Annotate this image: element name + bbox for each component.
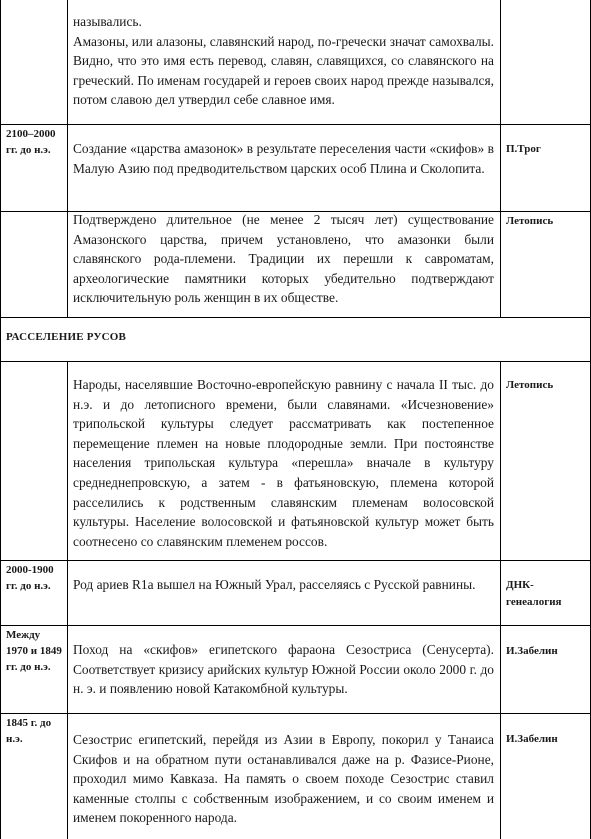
text-paragraph: Сезострис египетский, перейдя из Азии в Европу, покорил у Танаиса Скифов и на обратном пути останавливался даже на р. Фазисе-Рионе, проходил мимо Кавказа. На память о своем походе Сезострис ставил каменные столпы с собственным изображением, и со своим именем и именем покоренного народа. [73,732,494,826]
text-paragraph: Поход на «скифов» египетского фараона Сезостриса (Сенусерта). Соответствует кризису арийских культур Южной России около 2000 г. до н. э. и появлению новой Катакомбной культуры. [73,642,494,697]
table-row-date: Между 1970 и 1849 гг. до н.э. [6,629,62,673]
table-row-date: 2100–2000 гг. до н.э. [6,128,56,156]
table-row-source: Летопись [506,215,554,227]
table-row-text [73,12,494,110]
table-row-source: Летопись [506,379,554,391]
text-paragraph: Подтверждено длительное (не менее 2 тысяч лет) существование Амазонского царства, причем установлено, что амазонки были славянского рода-племени. Традиции их перешли к савроматам, археологические памятники которых убедительно подтверждают исключительную роль женщин в их обществе. [73,212,494,306]
column-divider-date [67,361,68,839]
table-row-text [73,575,494,595]
row-divider [0,317,591,318]
row-divider [0,361,591,362]
row-divider [0,124,591,125]
text-paragraph: Создание «царства амазонок» в результате переселения части «скифов» в Малую Азию под предводительством царских особ Плина и Сколопита. [73,141,494,176]
text-paragraph: Род ариев R1a вышел на Южный Урал, расселяясь с Русской равнины. [73,577,476,592]
table-row-text [73,139,494,178]
table-row-date: 1845 г. до н.э. [6,717,52,745]
column-divider-source [500,361,501,839]
table-row-source: И.Забелин [506,733,558,745]
row-divider [0,560,591,561]
column-divider-source [500,0,501,317]
table-row-date: 2000-1900 гг. до н.э. [6,564,54,592]
text-paragraph: Народы, населявшие Восточно-европейскую равнину с начала II тыс. до н.э. и до летописного времени, были славянами. «Исчезновение» трипольской культуры следует рассматривать как постепенное перемещение племен на новые плодородные земли. При постоянстве населения трипольская культура «перешла» вначале в культуру среднеднепровскую, а затем - в фатьяновскую, племена которой расселились к родственным славянским племенам волосовской культуры. Население волосовской и фатьяновской культур может быть соотнесено со славянским племенем россов. [73,377,494,549]
text-paragraph: Амазоны, или алазоны, славянский народ, по-гречески значат самохвалы. Видно, что это имя есть перевод, славян, славящихся, со славянского на греческий. По именам государей и героев своих народ прежде назывался, потом славою дел утвердил себе славное имя. [73,33,494,108]
row-divider [0,625,591,626]
text-line: назывались. [73,14,142,29]
column-divider-date [67,0,68,317]
table-row-source: П.Трог [506,143,541,155]
table-row-source: И.Забелин [506,645,558,657]
table-row-text [73,375,494,551]
table-row-text [73,730,494,828]
row-divider [0,713,591,714]
section-heading: РАССЕЛЕНИЕ РУСОВ [6,331,127,343]
table-row-text [73,210,494,308]
table-row-text [73,640,494,699]
table-row-source: ДНК-генеалогия [506,579,562,608]
